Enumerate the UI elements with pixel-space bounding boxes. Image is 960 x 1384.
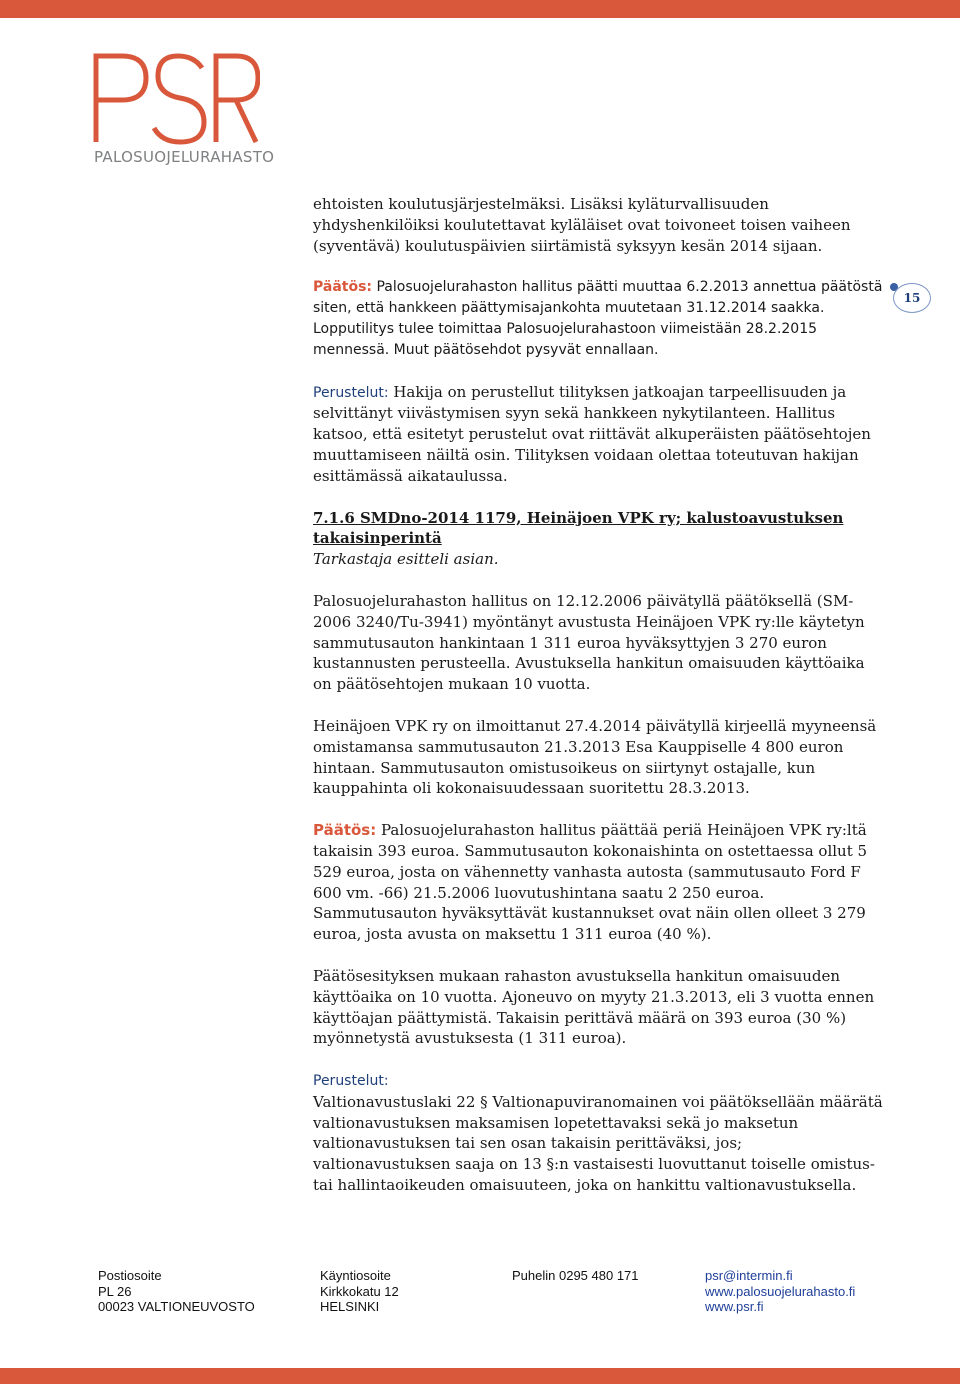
paragraph-decision-2 (313, 820, 883, 945)
footer-visit-city: HELSINKI (320, 1299, 380, 1314)
top-accent-bar (0, 0, 960, 18)
grounds-text: Hakija on perustellut tilityksen jatkoajan tarpeellisuuden ja selvittänyt viivästymisen syyn sekä hankkeen nykytilanteen. Hallitus katsoo, että esitetyt perustelut ovat riittävät alkuperäisten päätösehtojen muuttamiseen näiltä osin. Tilityksen voidaan olettaa toteutuvan hakijan esittämässä aikataulussa. (313, 382, 871, 485)
decision-label-2: Päätös: (313, 821, 377, 840)
section-subheading: Tarkastaja esitteli asian. (313, 550, 499, 569)
grounds-label-2: Perustelut: (313, 1073, 389, 1090)
footer-website-link[interactable]: www.palosuojelurahasto.fi (705, 1283, 856, 1299)
logo-subtitle: PALOSUOJELURAHASTO (94, 148, 275, 166)
grounds-label: Perustelut: (313, 384, 389, 401)
page-number: 15 (893, 283, 931, 313)
paragraph-grounds-1 (313, 382, 883, 487)
paragraph-7: Päätösesityksen mukaan rahaston avustuksella hankitun omaisuuden käyttöaika on 10 vuotta. Ajoneuvo on myyty 21.3.2013, eli 3 vuotta ennen käyttöajan päättymistä. Takaisin perittävä määrä on 393 euroa (30 %) myönnetystä avustuksesta (1 311 euroa). (313, 966, 875, 1048)
footer-visit (320, 1268, 399, 1315)
footer-postal (98, 1268, 255, 1315)
footer-visit-label: Käyntiosoite (320, 1268, 391, 1283)
footer-contact (705, 1268, 855, 1315)
grounds-text-2: Valtionavustuslaki 22 § Valtionapuviranomainen voi päätöksellään määrätä valtionavustuksen maksamisen lopetettavaksi sekä jo maksetun valtionavustuksen tai sen osan takaisin perittäväksi, jos; valtionavustuksen saaja on 13 §:n vastaisesti luovuttanut toiselle omistus- tai hallintaoikeuden omaisuuteen, joka on hankittu valtionavustuksella. (313, 1092, 883, 1195)
footer-postal-box: PL 26 (98, 1283, 132, 1299)
bottom-accent-bar (0, 1368, 960, 1384)
footer-postal-city: 00023 VALTIONEUVOSTO (98, 1299, 255, 1314)
footer-phone-number: Puhelin 0295 480 171 (512, 1268, 639, 1283)
psr-logo (90, 48, 260, 152)
section-heading: 7.1.6 SMDno-2014 1179, Heinäjoen VPK ry; kalustoavustuksen takaisinperintä (313, 508, 844, 548)
footer-postal-label: Postiosoite (98, 1268, 162, 1283)
footer-website-short-link[interactable]: www.psr.fi (705, 1299, 764, 1314)
footer-email-link[interactable]: psr@intermin.fi (705, 1268, 793, 1283)
decision-text: Palosuojelurahaston hallitus päätti muuttaa 6.2.2013 annettua päätöstä siten, että hankkeen päättymisajankohta muutetaan 31.12.2014 saakka. Lopputilitys tulee toimittaa Palosuojelurahastoon viimeistään 28.2.2015 mennessä. Muut päätösehdot pysyvät ennallaan. (313, 279, 883, 358)
document-body (313, 194, 883, 1217)
footer-phone (512, 1268, 639, 1284)
paragraph-4: Palosuojelurahaston hallitus on 12.12.2006 päivätyllä päätöksellä (SM-2006 3240/Tu-3941) myöntänyt avustusta Heinäjoen VPK ry:lle käytetyn sammutusauton hankintaan 1 311 euroa hyväksyttyjen 3 270 euron kustannusten perusteella. Avustuksella hankitun omaisuuden käyttöaika on päätösehtojen mukaan 10 vuotta. (313, 591, 865, 694)
decision-label: Päätös: (313, 279, 373, 296)
paragraph-decision-1 (313, 277, 883, 360)
footer-visit-street: Kirkkokatu 12 (320, 1283, 399, 1299)
paragraph-1: ehtoisten koulutusjärjestelmäksi. Lisäksi kyläturvallisuuden yhdyshenkilöiksi koulutettavat kyläläiset ovat toivoneet toisen vaiheen (syventävä) koulutuspäivien siirtämistä syksyyn kesän 2014 sijaan. (313, 195, 851, 255)
paragraph-5: Heinäjoen VPK ry on ilmoittanut 27.4.2014 päivätyllä kirjeellä myyneensä omistamansa sammutusauton 21.3.2013 Esa Kauppiselle 4 800 euron hintaan. Sammutusauton omistusoikeus on siirtynyt ostajalle, kun kauppahinta oli kokonaisuudessaan suoritettu 28.3.2013. (313, 716, 877, 798)
decision-text-2: Palosuojelurahaston hallitus päättää periä Heinäjoen VPK ry:ltä takaisin 393 euroa. Sammutusauton kokonaishinta on ostettaessa ollut 5 529 euroa, josta on vähennetty vanhasta autosta (sammutusauto Ford F 600 vm. -66) 21.5.2006 luovutushintana saatu 2 250 euroa. Sammutusauton hyväksyttävät kustannukset ovat näin ollen olleet 3 279 euroa, josta avusta on maksettu 1 311 euroa (40 %). (313, 821, 868, 944)
paragraph-grounds-2 (313, 1070, 883, 1196)
